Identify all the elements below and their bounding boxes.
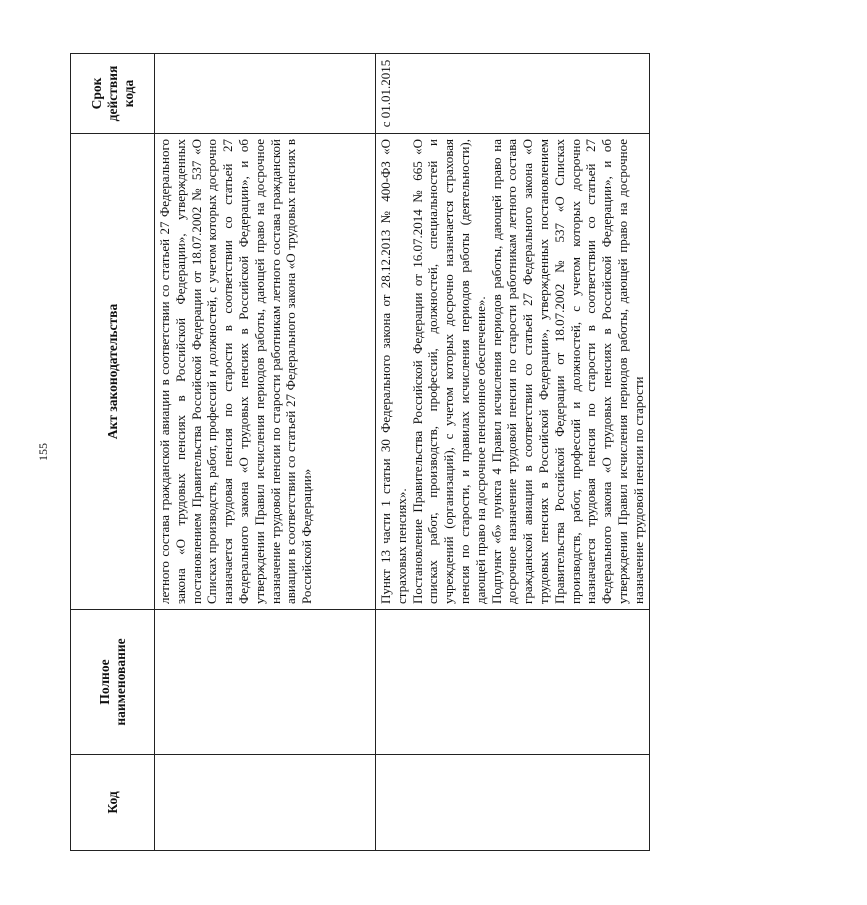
cell-full-name: [155, 610, 376, 755]
table-wrapper: [70, 54, 646, 851]
cell-code: [376, 755, 650, 851]
table-header-row: [71, 54, 155, 851]
cell-full-name: [376, 610, 650, 755]
header-act: Акт законодательства: [71, 134, 155, 610]
rotated-page: [70, 54, 867, 814]
act-paragraph: Подпункт «б» пункта 4 Правил исчисления периодов работы, дающей право на досрочное назначение трудовой пенсии по старости работникам летного состава гражданской авиации в соответствии со статьей 27 Федерального закона «О трудовых пенсиях в Российской Федерации», утвержденных постановлением Правительства Российской Федерации от 18.07.2002 № 537 «О Списках производств, работ, профессий и должностей, с учетом которых досрочно назначается трудовая пенсия по старости в соответствии со статьей 27 Федерального закона «О трудовых пенсиях в Российской Федерации», и об утверждении Правил исчисления периодов работы, дающей право на досрочное назначение трудовой пенсии по старости: [488, 139, 646, 604]
cell-act: [155, 134, 376, 610]
cell-act: [376, 134, 650, 610]
act-paragraph: летного состава гражданской авиации в соответствии со статьей 27 Федерального закона «О трудовых пенсиях в Российской Федерации», утвержденных постановлением Правительства Российской Федерации от 18.07.2002 № 537 «О Списках производств, работ, профессий и должностей, с учетом которых досрочно назначается трудовая пенсия по старости в соответствии со статьей 27 Федерального закона «О трудовых пенсиях в Российской Федерации», и об утверждении Правил исчисления периодов работы, дающей право на досрочное назначение трудовой пенсии по старости работникам летного состава гражданской авиации в соответствии со статьей 27 Федерального закона «О трудовых пенсиях в Российской Федерации»: [157, 139, 315, 604]
cell-term: с 01.01.2015: [376, 54, 650, 134]
header-full-name: Полное наименование: [71, 610, 155, 755]
cell-code: [155, 755, 376, 851]
page-number: 155: [36, 443, 50, 461]
header-code: Код: [71, 755, 155, 851]
act-paragraph: Постановление Правительства Российской Федерации от 16.07.2014 № 665 «О списках работ, производств, профессий, должностей, специальностей и учреждений (организаций), с учетом которых досрочно назначается страховая пенсия по старости, и правилах исчисления периодов работы (деятельности), дающей право на досрочное пенсионное обеспечение».: [409, 139, 488, 604]
legislation-table: [70, 53, 650, 851]
table-row: [376, 54, 650, 851]
header-term: Срок действия кода: [71, 54, 155, 134]
act-paragraph: Пункт 13 части 1 статьи 30 Федерального закона от 28.12.2013 № 400-ФЗ «О страховых пенсиях».: [378, 139, 409, 604]
table-row: [155, 54, 376, 851]
cell-term: [155, 54, 376, 134]
